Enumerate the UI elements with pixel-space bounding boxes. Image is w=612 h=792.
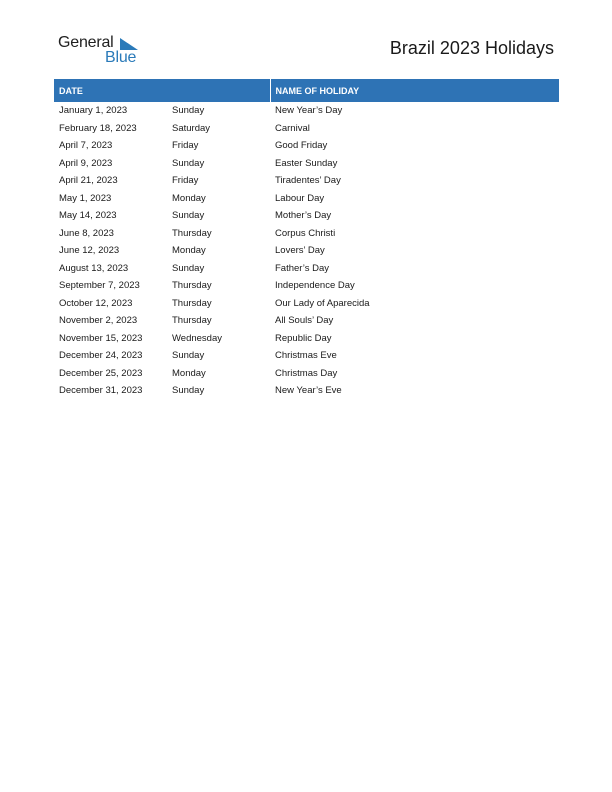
holiday-weekday-cell: Thursday bbox=[172, 315, 212, 327]
holiday-name-cell: Lovers’ Day bbox=[275, 245, 325, 257]
holiday-name-cell: Our Lady of Aparecida bbox=[275, 297, 370, 309]
holiday-name-cell: All Souls’ Day bbox=[275, 315, 334, 327]
holiday-date-cell: September 7, 2023 bbox=[59, 280, 140, 292]
table-row bbox=[54, 137, 559, 155]
table-row bbox=[54, 277, 559, 295]
table-row bbox=[54, 102, 559, 120]
holiday-date-cell: May 1, 2023 bbox=[59, 192, 112, 204]
holiday-name-cell: Mother’s Day bbox=[275, 210, 332, 222]
holiday-date-cell: February 18, 2023 bbox=[59, 122, 137, 134]
table-row bbox=[54, 172, 559, 190]
holiday-date-cell: November 2, 2023 bbox=[59, 315, 138, 327]
holiday-table bbox=[54, 79, 559, 400]
holiday-weekday-cell: Thursday bbox=[172, 297, 212, 309]
table-row bbox=[54, 295, 559, 313]
holiday-date-cell: April 7, 2023 bbox=[59, 140, 113, 152]
logo bbox=[58, 34, 158, 68]
table-row bbox=[54, 330, 559, 348]
holiday-date-cell: April 9, 2023 bbox=[59, 157, 113, 169]
holiday-name-cell: New Year’s Eve bbox=[275, 385, 342, 397]
holiday-name-column-header: NAME OF HOLIDAY bbox=[270, 79, 559, 102]
holiday-weekday-cell: Sunday bbox=[172, 157, 205, 169]
table-row bbox=[54, 347, 559, 365]
table-header-row bbox=[54, 79, 559, 102]
logo-text-blue: Blue bbox=[105, 49, 137, 66]
holiday-weekday-cell: Saturday bbox=[172, 122, 211, 134]
holiday-date-cell: June 8, 2023 bbox=[59, 227, 114, 239]
holiday-date-cell: August 13, 2023 bbox=[59, 262, 129, 274]
holiday-weekday-cell: Friday bbox=[172, 140, 199, 152]
holiday-name-cell: Republic Day bbox=[275, 332, 332, 344]
holiday-date-cell: December 31, 2023 bbox=[59, 385, 143, 397]
holiday-weekday-cell: Thursday bbox=[172, 280, 212, 292]
holiday-weekday-cell: Friday bbox=[172, 175, 199, 187]
table-row bbox=[54, 120, 559, 138]
holiday-weekday-cell: Sunday bbox=[172, 385, 205, 397]
table-row bbox=[54, 242, 559, 260]
holiday-weekday-cell: Monday bbox=[172, 367, 206, 379]
holiday-name-cell: New Year’s Day bbox=[275, 105, 343, 117]
holiday-name-cell: Easter Sunday bbox=[275, 157, 338, 169]
table-row bbox=[54, 312, 559, 330]
table-row bbox=[54, 190, 559, 208]
holiday-weekday-cell: Sunday bbox=[172, 350, 205, 362]
holiday-name-cell: Labour Day bbox=[275, 192, 325, 204]
holiday-date-cell: October 12, 2023 bbox=[59, 297, 133, 309]
holiday-name-cell: Christmas Day bbox=[275, 367, 338, 379]
holiday-date-cell: November 15, 2023 bbox=[59, 332, 143, 344]
holiday-name-cell: Carnival bbox=[275, 122, 310, 134]
holiday-weekday-cell: Sunday bbox=[172, 105, 205, 117]
logo-text-general: General bbox=[58, 34, 114, 51]
holiday-weekday-cell: Wednesday bbox=[172, 332, 222, 344]
table-row bbox=[54, 155, 559, 173]
table-row bbox=[54, 260, 559, 278]
holiday-date-cell: June 12, 2023 bbox=[59, 245, 120, 257]
holiday-date-cell: January 1, 2023 bbox=[59, 105, 128, 117]
table-row bbox=[54, 225, 559, 243]
holiday-weekday-cell: Thursday bbox=[172, 227, 212, 239]
holiday-name-cell: Tiradentes’ Day bbox=[275, 175, 341, 187]
holiday-weekday-cell: Monday bbox=[172, 192, 206, 204]
table-row bbox=[54, 382, 559, 400]
page-title: Brazil 2023 Holidays bbox=[389, 38, 554, 58]
holiday-date-cell: December 25, 2023 bbox=[59, 367, 143, 379]
holiday-weekday-cell: Sunday bbox=[172, 210, 205, 222]
holiday-date-cell: April 21, 2023 bbox=[59, 175, 118, 187]
holiday-weekday-cell: Sunday bbox=[172, 262, 205, 274]
holiday-date-cell: December 24, 2023 bbox=[59, 350, 143, 362]
holiday-date-cell: May 14, 2023 bbox=[59, 210, 117, 222]
holiday-name-cell: Good Friday bbox=[275, 140, 328, 152]
date-column-header: DATE bbox=[54, 79, 270, 102]
holiday-name-cell: Corpus Christi bbox=[275, 227, 336, 239]
table-row bbox=[54, 207, 559, 225]
table-row bbox=[54, 365, 559, 383]
holiday-rows bbox=[54, 102, 559, 400]
holiday-name-cell: Independence Day bbox=[275, 280, 355, 292]
holiday-weekday-cell: Monday bbox=[172, 245, 206, 257]
holiday-name-cell: Father’s Day bbox=[275, 262, 330, 274]
holiday-name-cell: Christmas Eve bbox=[275, 350, 337, 362]
